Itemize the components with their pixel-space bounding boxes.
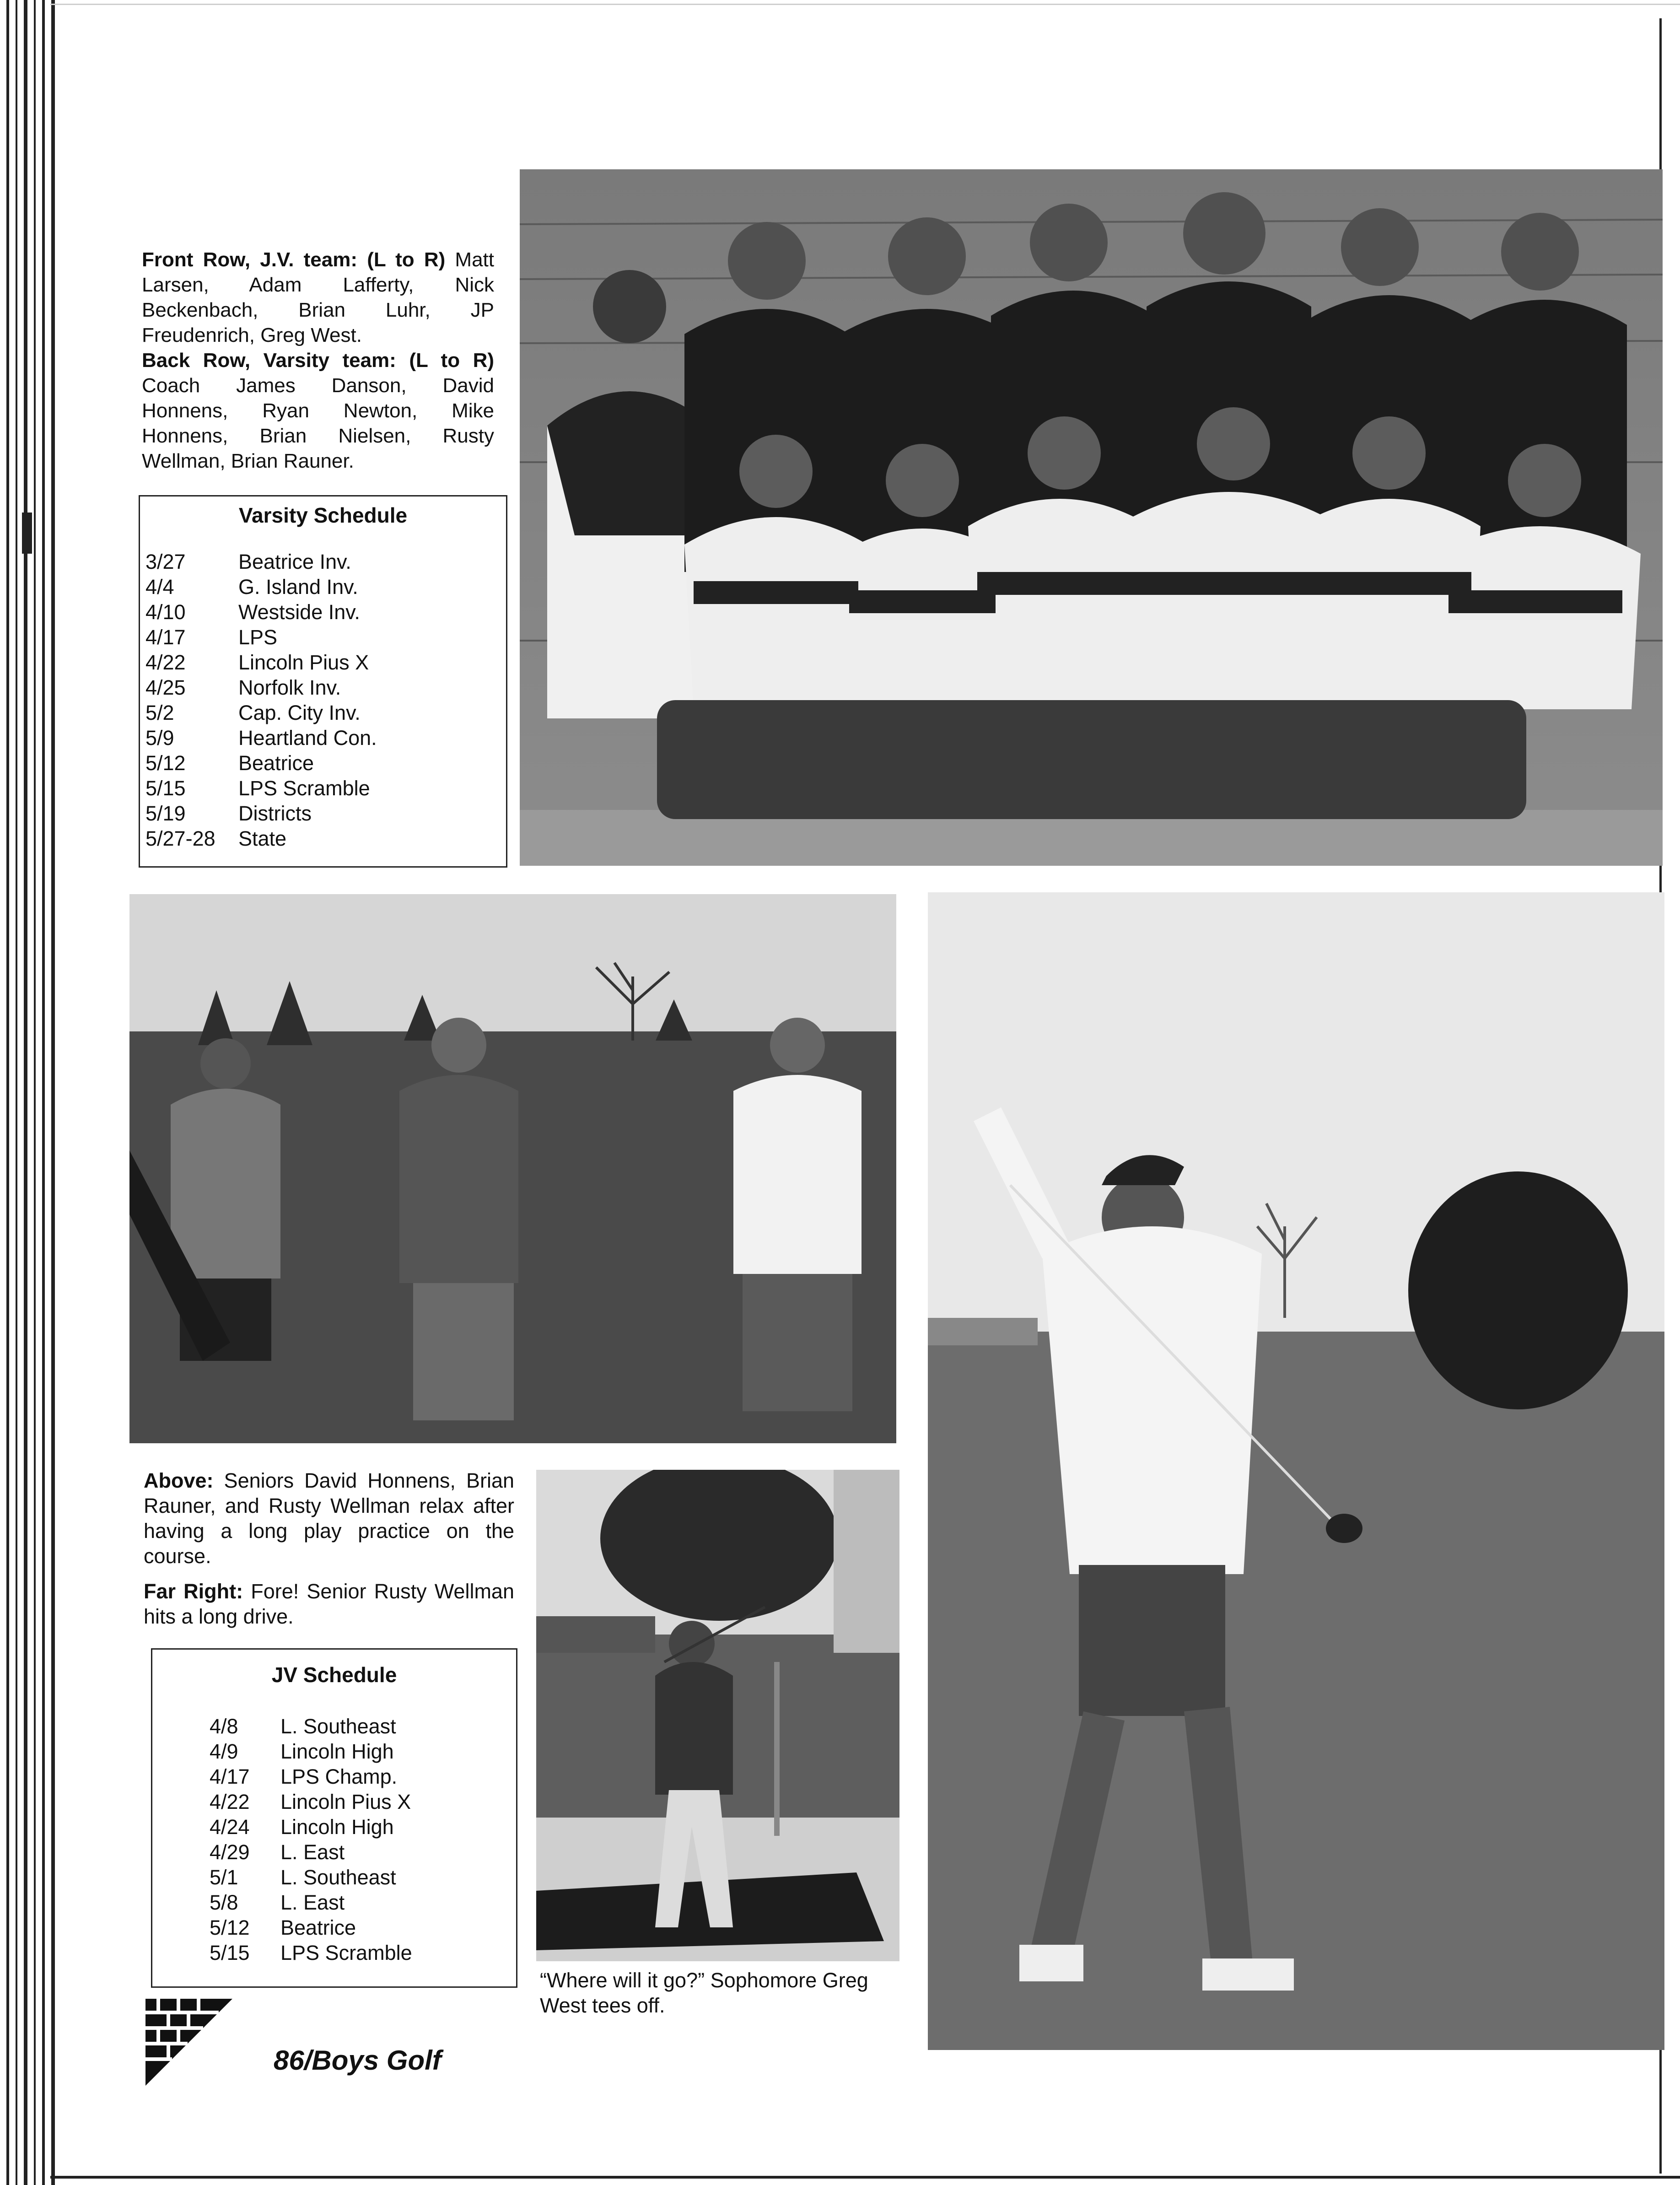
- schedule-date: 5/2: [145, 701, 174, 724]
- far-right-text: Fore! Senior Rusty Wellman hits a long drive.: [144, 1580, 514, 1628]
- schedule-event: Districts: [238, 802, 312, 825]
- schedule-date: 3/27: [145, 550, 186, 573]
- schedule-event: Norfolk Inv.: [238, 676, 341, 699]
- schedule-date: 5/12: [145, 751, 186, 775]
- photo-captions: [144, 1468, 514, 1629]
- schedule-event: Cap. City Inv.: [238, 701, 361, 724]
- schedule-date: 4/9: [210, 1740, 238, 1763]
- schedule-date: 4/22: [210, 1790, 250, 1813]
- tee-photo: [536, 1470, 899, 1961]
- back-row-label: Back Row, Varsity team: (L to R): [142, 349, 494, 372]
- schedule-event: L. East: [280, 1840, 345, 1864]
- schedule-event: L. East: [280, 1891, 345, 1914]
- schedule-date: 4/25: [145, 676, 186, 699]
- schedule-date: 4/4: [145, 575, 174, 599]
- schedule-date: 4/17: [210, 1765, 250, 1788]
- schedule-date: 5/19: [145, 802, 186, 825]
- schedule-event: Lincoln Pius X: [280, 1790, 411, 1813]
- brick-logo-icon: [145, 1999, 232, 2086]
- schedule-date: 5/12: [210, 1916, 250, 1939]
- schedule-date: 5/8: [210, 1891, 238, 1914]
- tee-caption: “Where will it go?” Sophomore Greg West tees off.: [540, 1969, 868, 2017]
- schedule-date: 4/17: [145, 626, 186, 649]
- schedule-date: 4/22: [145, 651, 186, 674]
- schedule-event: Beatrice: [238, 751, 314, 775]
- above-text: Seniors David Honnens, Brian Rauner, and Rusty Wellman relax after having a long play practice on the course.: [144, 1469, 514, 1568]
- drive-photo: [928, 892, 1664, 2050]
- top-edge: [50, 4, 1680, 5]
- bottom-rule: [50, 2176, 1680, 2179]
- schedule-event: L. Southeast: [280, 1866, 396, 1889]
- schedule-date: 5/15: [145, 777, 186, 800]
- schedule-event: Heartland Con.: [238, 726, 377, 750]
- schedule-event: State: [238, 827, 287, 850]
- schedule-event: G. Island Inv.: [238, 575, 358, 599]
- schedule-event: LPS Scramble: [238, 777, 370, 800]
- schedule-event: Westside Inv.: [238, 600, 360, 624]
- schedule-event: LPS Scramble: [280, 1941, 412, 1964]
- schedule-date: 4/10: [145, 600, 186, 624]
- schedule-date: 4/8: [210, 1715, 238, 1738]
- far-right-label: Far Right:: [144, 1580, 243, 1603]
- team-photo: [520, 169, 1663, 866]
- schedule-date: 5/27-28: [145, 827, 215, 850]
- front-row-names: Matt Larsen, Adam Lafferty, Nick Beckenbach, Brian Luhr, JP Freudenrich, Greg West.: [142, 248, 495, 346]
- schedule-event: Beatrice: [280, 1916, 356, 1939]
- above-label: Above:: [144, 1469, 214, 1492]
- book-binding: [0, 0, 64, 2185]
- front-row-label: Front Row, J.V. team: (L to R): [142, 248, 446, 271]
- schedule-date: 4/24: [210, 1815, 250, 1839]
- jv-schedule: [151, 1648, 517, 1988]
- varsity-schedule: [139, 495, 507, 868]
- jv-schedule-title: JV Schedule: [271, 1663, 397, 1687]
- page-folio: 86/Boys Golf: [274, 2045, 442, 2076]
- back-row-names: Coach James Danson, David Honnens, Ryan Newton, Mike Honnens, Brian Nielsen, Rusty Wellman, Brian Rauner.: [142, 374, 494, 472]
- schedule-event: Lincoln High: [280, 1740, 394, 1763]
- varsity-schedule-title: Varsity Schedule: [238, 503, 408, 527]
- schedule-event: Lincoln Pius X: [238, 651, 369, 674]
- schedule-event: Beatrice Inv.: [238, 550, 351, 573]
- schedule-event: L. Southeast: [280, 1715, 396, 1738]
- schedule-date: 5/15: [210, 1941, 250, 1964]
- schedule-date: 5/1: [210, 1866, 238, 1889]
- team-caption: [142, 247, 494, 474]
- schedule-event: LPS: [238, 626, 278, 649]
- schedule-event: Lincoln High: [280, 1815, 394, 1839]
- schedule-date: 5/9: [145, 726, 174, 750]
- seniors-photo: [129, 894, 896, 1443]
- schedule-date: 4/29: [210, 1840, 250, 1864]
- schedule-event: LPS Champ.: [280, 1765, 398, 1788]
